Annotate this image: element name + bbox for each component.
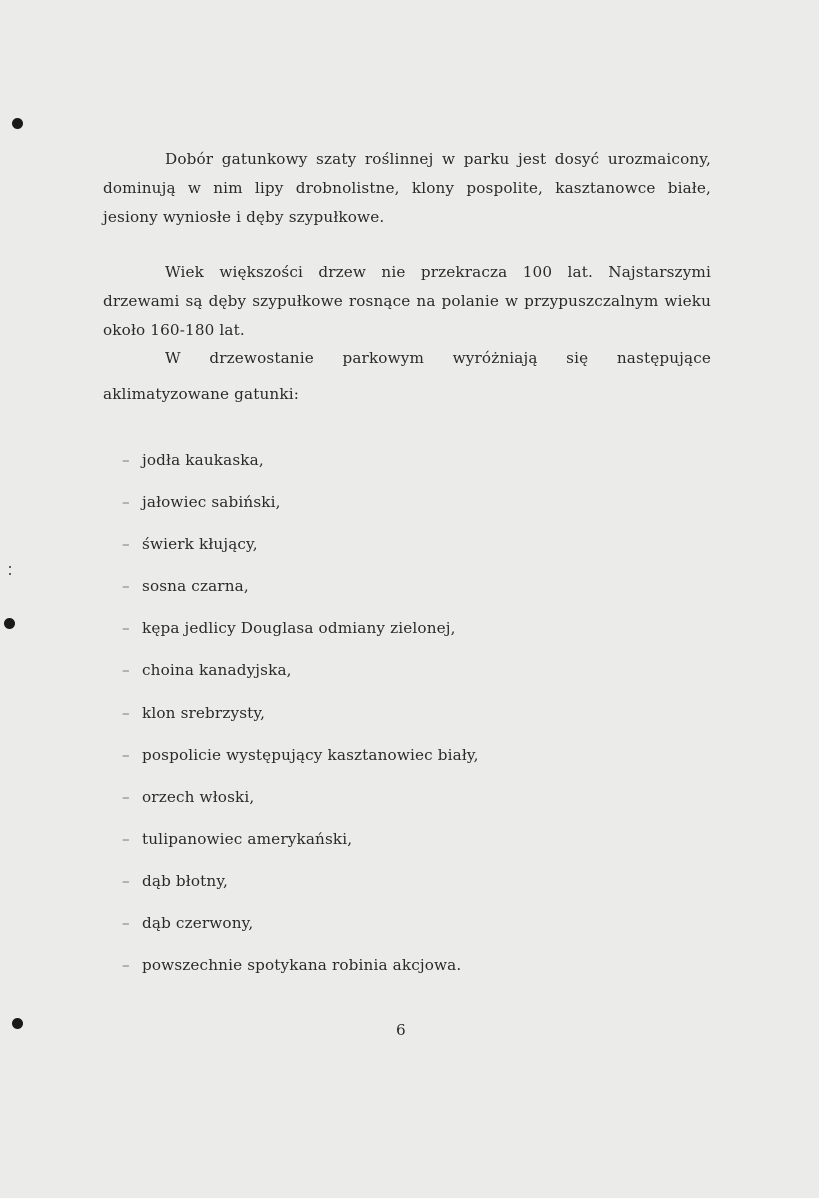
scan-speck: [9, 566, 11, 568]
list-dash: –: [122, 577, 130, 596]
list-item: [122, 867, 479, 909]
list-item: [122, 656, 479, 698]
list-item-text: jodła kaukaska,: [142, 451, 264, 469]
paragraph-block-2: [103, 258, 711, 345]
list-item-text: choina kanadyjska,: [142, 661, 292, 680]
paragraph-tree-age: Wiek większości drzew nie przekracza 100 lat. Najstarszymi drzewami są dęby szypułkowe rosnące na polanie w przypuszczalnym wieku około 160-180 lat.: [103, 263, 711, 339]
list-dash: –: [122, 829, 130, 848]
list-dash: –: [122, 787, 130, 806]
list-item-text: klon srebrzysty,: [142, 703, 266, 722]
paragraph-species-composition: Dobór gatunkowy szaty roślinnej w parku jest dosyć urozmaicony, dominują w nim lipy drobnolistne, klony pospolite, kasztanowce białe, jesiony wyniosłe i dęby szypułkowe.: [103, 150, 711, 226]
list-dash: –: [122, 493, 130, 512]
list-item-text: kępa jedlicy Douglasa odmiany zielonej,: [142, 619, 456, 638]
list-item: [122, 825, 479, 867]
list-item: [122, 951, 479, 993]
scan-speck: [9, 573, 11, 575]
list-dash: –: [122, 703, 130, 722]
list-item-text: dąb błotny,: [142, 871, 229, 890]
punch-hole-mark: [12, 1018, 23, 1029]
list-item: [122, 699, 479, 741]
list-dash: –: [122, 661, 130, 680]
punch-hole-mark: [4, 618, 15, 629]
paragraph-block-3: [103, 340, 711, 412]
list-dash: –: [122, 745, 130, 764]
list-item-text: świerk kłujący,: [142, 535, 258, 554]
list-item: [122, 572, 479, 614]
paragraph-block-1: [103, 145, 711, 232]
list-dash: –: [122, 619, 130, 638]
list-dash: –: [122, 871, 130, 890]
list-item-text: powszechnie spotykana robinia akcjowa.: [142, 956, 462, 975]
list-dash: –: [122, 535, 130, 554]
list-item: [122, 909, 479, 951]
list-item: [122, 783, 479, 825]
list-dash: –: [122, 956, 130, 975]
list-item: [122, 741, 479, 783]
species-list: [122, 446, 479, 993]
list-dash: –: [122, 451, 130, 469]
list-item-text: tulipanowiec amerykański,: [142, 829, 353, 848]
list-item: [122, 530, 479, 572]
list-item-text: sosna czarna,: [142, 577, 249, 596]
list-item-text: jałowiec sabiński,: [142, 493, 281, 512]
list-item-text: orzech włoski,: [142, 787, 255, 806]
punch-hole-mark: [12, 118, 23, 129]
list-item-text: pospolicie występujący kasztanowiec biały,: [142, 745, 479, 764]
page-number: 6: [396, 1021, 406, 1039]
list-item: [122, 614, 479, 656]
list-item: [122, 446, 479, 488]
list-dash: –: [122, 914, 130, 933]
list-item-text: dąb czerwony,: [142, 914, 254, 933]
paragraph-acclimatized-intro: W drzewostanie parkowym wyróżniają się następujące aklimatyzowane gatunki:: [103, 349, 711, 403]
list-item: [122, 488, 479, 530]
